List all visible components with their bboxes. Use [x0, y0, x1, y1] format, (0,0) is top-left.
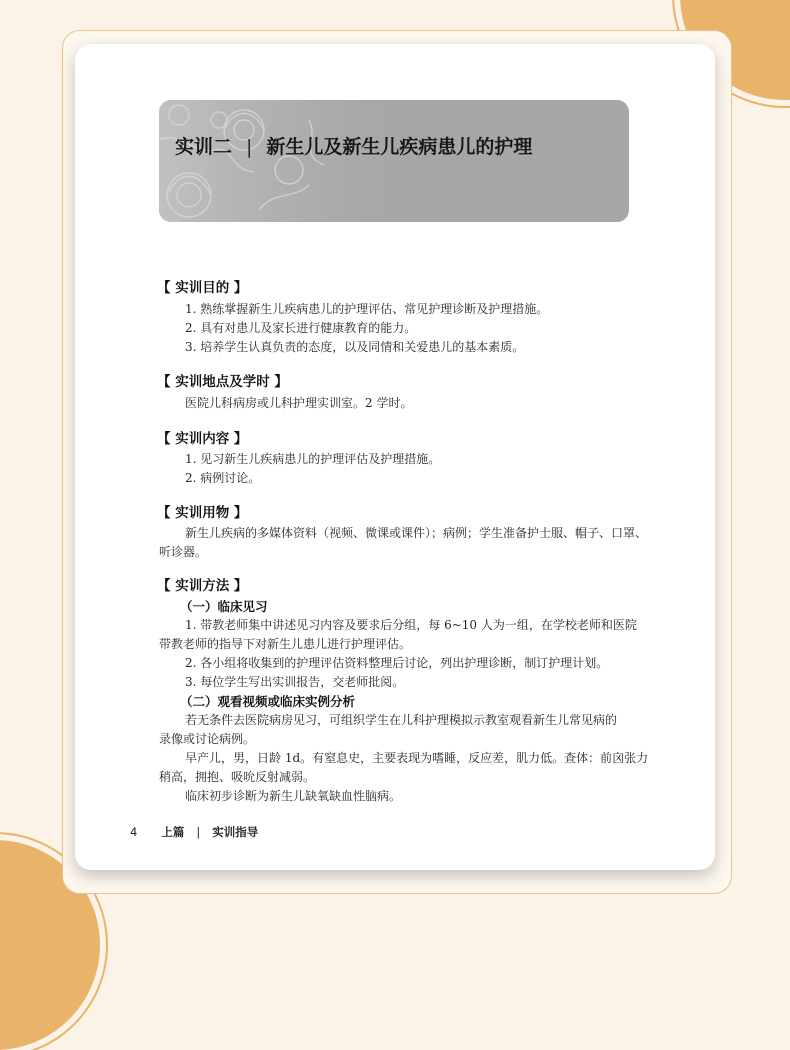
heading-content: 【 实训内容 】 — [157, 431, 248, 447]
objective-item-2: 2. 具有对患儿及家长进行健康教育的能力。 — [185, 321, 417, 335]
chapter-banner — [159, 100, 629, 222]
heading-location: 【 实训地点及学时 】 — [157, 374, 288, 390]
page-number: 4 — [130, 825, 138, 839]
practice-label: 实训二 — [175, 136, 233, 158]
heading-objective: 【 实训目的 】 — [157, 280, 248, 296]
floral-pattern — [159, 100, 629, 222]
method-part2-line-2: 录像或讨论病例。 — [159, 732, 256, 746]
page-footer — [130, 824, 258, 840]
heading-method: 【 实训方法 】 — [157, 578, 248, 594]
footer-separator: | — [196, 825, 201, 839]
method-part1-line-1: 1. 带教老师集中讲述见习内容及要求后分组，每 6~10 人为一组，在学校老师和医院 — [185, 618, 637, 632]
method-part1-line-2: 带教老师的指导下对新生儿患儿进行护理评估。 — [159, 637, 412, 651]
document-page — [75, 44, 715, 870]
banner-title-row — [175, 132, 532, 159]
content-item-1: 1. 见习新生儿疾病患儿的护理评估及护理措施。 — [185, 452, 441, 466]
method-part1-title: （一）临床见习 — [180, 599, 268, 614]
method-part2-line-4: 稍高，拥抱、吸吮反射减弱。 — [159, 770, 316, 784]
footer-section: 实训指导 — [212, 825, 259, 839]
chapter-title: 新生儿及新生儿疾病患儿的护理 — [266, 136, 533, 158]
objective-item-3: 3. 培养学生认真负责的态度，以及同情和关爱患儿的基本素质。 — [185, 340, 525, 354]
materials-line-2: 听诊器。 — [159, 545, 208, 559]
materials-line-1: 新生儿疾病的多媒体资料（视频、微课或课件）；病例；学生准备护士服、帽子、口罩、 — [185, 526, 648, 540]
location-text: 医院儿科病房或儿科护理实训室。2 学时。 — [185, 396, 413, 410]
method-part2-line-1: 若无条件去医院病房见习，可组织学生在儿科护理模拟示教室观看新生儿常见病的 — [185, 713, 618, 727]
method-part1-line-4: 3. 每位学生写出实训报告，交老师批阅。 — [185, 675, 405, 689]
objective-item-1: 1. 熟练掌握新生儿疾病患儿的护理评估、常见护理诊断及护理措施。 — [185, 302, 549, 316]
method-part1-line-3: 2. 各小组将收集到的护理评估资料整理后讨论，列出护理诊断，制订护理计划。 — [185, 656, 609, 670]
method-part2-title: （二）观看视频或临床实例分析 — [180, 694, 356, 709]
method-part2-line-3: 早产儿，男，日龄 1d。有窒息史，主要表现为嗜睡，反应差，肌力低。查体：前囟张力 — [185, 751, 649, 765]
content-item-2: 2. 病例讨论。 — [185, 471, 261, 485]
footer-part: 上篇 — [161, 825, 185, 839]
heading-materials: 【 实训用物 】 — [157, 505, 248, 521]
banner-separator: | — [246, 136, 253, 158]
method-part2-line-5: 临床初步诊断为新生儿缺氧缺血性脑病。 — [185, 789, 402, 803]
